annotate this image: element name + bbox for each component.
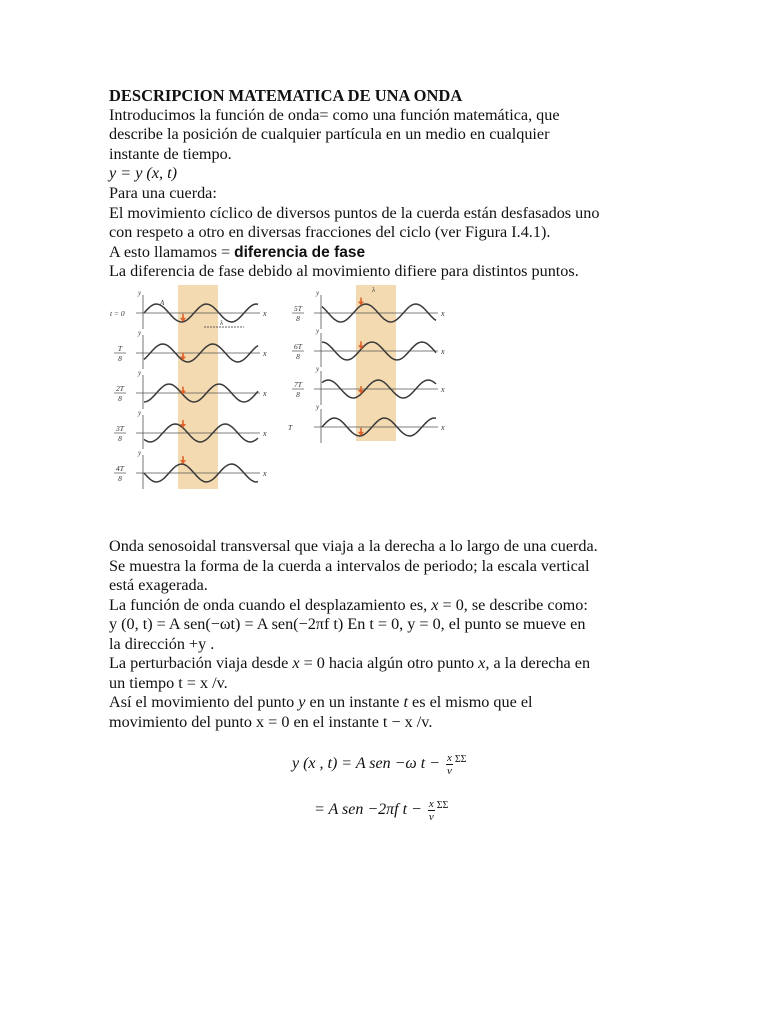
eq2-mid: −2πf t − [367,801,422,819]
text-run: y [298,693,306,711]
time-label-num: 3T [116,424,124,433]
x-axis-label: x [263,349,267,358]
y-axis-label: y [138,369,142,377]
wavelength-label: λ [372,286,376,294]
time-label-num: 2T [116,384,124,393]
paragraph-line: Para una cuerda: [109,184,217,202]
paragraph-line: está exagerada. [109,576,208,594]
text-run: = 0 hacia algún otro punto [299,654,479,672]
paragraph-line: Introducimos la función de onda= como una función matemática, que [109,106,560,124]
wave-equation-2 [314,798,448,823]
time-label-den: 8 [118,394,122,403]
paragraph-line: instante de tiempo. [109,145,232,163]
paragraph-line: Onda senosoidal transversal que viaja a la derecha a lo largo de una cuerda. [109,537,598,555]
paragraph-line: la dirección +y . [109,635,215,653]
x-axis-label: x [263,389,267,398]
x-axis-label: x [263,309,267,318]
sigma-marks: ΣΣ [454,753,467,765]
paragraph-line: un tiempo t = x /v. [109,674,228,692]
text-run: Así el movimiento del punto [109,693,299,711]
sigma-marks: ΣΣ [436,799,449,811]
y-axis-label: y [138,449,142,457]
y-axis-label: y [316,289,320,297]
text-run: a la derecha en [489,654,591,672]
time-label-den: 8 [118,354,122,363]
eq1-mid: −ω t − [394,755,440,773]
eq2-lhs: = A sen [314,801,364,819]
text-run: La perturbación viaja desde [109,654,293,672]
eq1-lhs: y (x , t) = A sen [292,755,391,773]
time-label-den: 8 [118,434,122,443]
time-label-num: 7T [294,380,302,389]
text-run: = 0, se describe como: [438,596,588,614]
paragraph-line: Se muestra la forma de la cuerda a intervalos de periodo; la escala vertical [109,557,590,575]
time-label-den: 8 [118,474,122,483]
phase-band [356,285,396,441]
paragraph-line: El movimiento cíclico de diversos puntos de la cuerda están desfasados uno [109,204,600,222]
frac-num: x [446,752,452,764]
time-label: t = 0 [110,309,125,318]
y-axis-label: y [138,289,142,297]
wavelength-label: λ [220,319,224,327]
text-run: La función de onda cuando el desplazamiento es, [109,596,432,614]
x-axis-label: x [441,423,445,432]
doc-title: DESCRIPCION MATEMATICA DE UNA ONDA [109,86,463,105]
paragraph-line [109,596,588,616]
x-axis-label: x [263,429,267,438]
fraction-x-over-v [446,752,453,777]
paragraph-line: y (0, t) = A sen(−ωt) = A sen(−2πf t) En t = 0, y = 0, el punto se mueve en [109,615,586,633]
time-label-num: T [117,344,123,353]
text-run: en un instante [305,693,404,711]
wave-figure [108,283,448,495]
y-axis-label: y [138,409,142,417]
frac-num: x [428,798,434,810]
paragraph-line: movimiento del punto x = 0 en el instante t − x /v. [109,713,433,731]
text-run: x, [478,654,490,672]
y-axis-label: y [138,329,142,337]
paragraph-line: con respeto a otro en diversas fracciones del ciclo (ver Figura I.4.1). [109,223,551,241]
x-axis-label: x [441,309,445,318]
y-axis-label: y [316,365,320,373]
y-axis-label: y [316,327,320,335]
amplitude-label: A [160,299,165,307]
time-label-num: 6T [294,342,302,351]
y-axis-label: y [316,403,320,411]
time-label-den: 8 [296,352,300,361]
text-run: x [292,654,300,672]
wave-equation-1 [292,752,467,777]
paragraph-line [109,654,590,674]
paragraph-line: La diferencia de fase debido al movimiento difiere para distintos puntos. [109,262,579,280]
wave-function-eq: y = y (x, t) [109,164,177,182]
paragraph-line: describe la posición de cualquier partícula en un medio en cualquier [109,125,550,143]
time-label-den: 8 [296,390,300,399]
time-label-num: 4T [116,464,124,473]
time-label-num: 5T [294,304,302,313]
time-label: T [288,423,293,432]
fraction-x-over-v [428,798,435,823]
text-run: x [431,596,439,614]
phase-difference-term: diferencia de fase [234,244,366,261]
frac-den: v [428,811,434,823]
x-axis-label: x [441,385,445,394]
frac-den: v [446,765,452,777]
time-label-den: 8 [296,314,300,323]
text-run: es el mismo que el [408,693,533,711]
paragraph-line [109,693,533,713]
paragraph-line [109,243,365,263]
text-run: t [403,693,408,711]
x-axis-label: x [263,469,267,478]
x-axis-label: x [441,347,445,356]
phase-prefix: A esto llamamos = [109,243,235,261]
